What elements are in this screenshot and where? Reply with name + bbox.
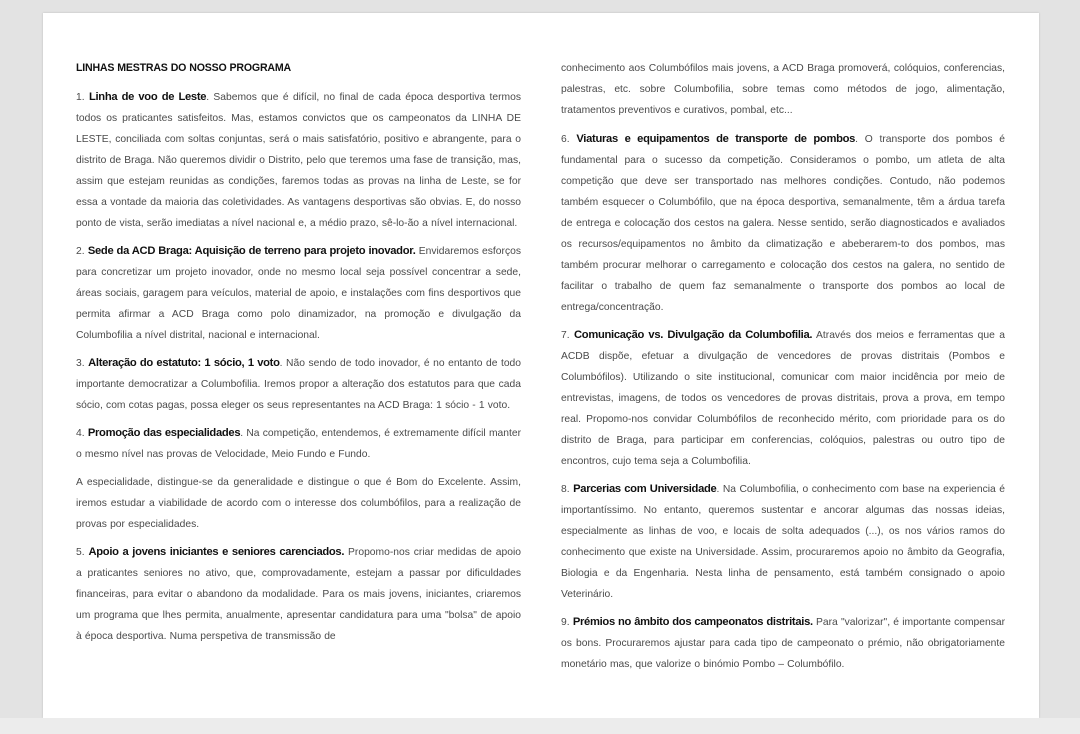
item-title: Prémios no âmbito dos campeonatos distritais. [572, 616, 813, 628]
item-number: 3. [76, 358, 85, 369]
item-number: 7. [561, 330, 570, 341]
item-title: Promoção das especialidades [87, 427, 241, 439]
document-heading: LINHAS MESTRAS DO NOSSO PROGRAMA [76, 62, 291, 74]
item-title: Linha de voo de Leste [88, 91, 207, 103]
item-body: . Na Columbofilia, o conhecimento com base na experiencia é importantíssimo. No entanto, queremos sustentar e ancorar algumas das nossas ideias, especialmente as linhas de voo, e locais de solta adequados (...), os nos vários ramos do conhecimento que existe na Universidade. Assim, procuraremos apoio no âmbito da Geografia, Biologia e da Engenharia. Nesta linha de pensamento, está também consignado o apoio Veterinário. [561, 484, 1005, 600]
item-number: 2. [76, 246, 85, 257]
item-body: A especialidade, distingue-se da generalidade e distingue o que é Bom do Excelente. Assim, iremos estudar a viabilidade de acordo com o interesse dos columbófilos, para a realização de provas por especialidades. [76, 477, 521, 530]
item-body: . Na competição, entendemos, é extremamente difícil manter o mesmo nível nas provas de Velocidade, Meio Fundo e Fundo. [76, 428, 521, 460]
program-item [561, 612, 1005, 675]
item-number: 1. [76, 92, 85, 103]
item-title: Sede da ACD Braga: Aquisição de terreno para projeto inovador. [87, 245, 416, 257]
program-item [76, 353, 521, 416]
item-body: . Sabemos que é difícil, no final de cada época desportiva termos todos os praticantes satisfeitos. Mas, estamos convictos que os campeonatos da LINHA DE LESTE, conciliada com soltas conjuntas, será o mais satisfatório, positivo e abrangente, para o distrito de Braga. Não queremos dividir o Distrito, pelo que teremos uma fase de transição, mas, assim que estejam reunidas as condições, faremos todas as provas na linha de Leste, se for essa a vontade da maioria das coletividades. As vantagens desportivas são obvias. E, do nosso ponto de vista, serão imediatas a nível nacional e, a médio prazo, sê-lo-ão a nível internacional. [76, 92, 521, 229]
item-number: 4. [76, 428, 85, 439]
item-body: . O transporte dos pombos é fundamental para o sucesso da competição. Consideramos o pombo, um atleta de alta competição que deve ser transportado nas melhores condições. Contudo, não podemos também esquecer o Columbófilo, que na época desportiva, semanalmente, têm a árdua tarefa de entrega e colocação dos cestos na galera. Nesse sentido, serão diagnosticados e avaliados os recursos/equipamentos no âmbito da climatização e abeberarem-to dos pombos, mas também procurar melhorar o carregamento e colocação dos cestos na galera, no sentido de facilitar o trabalho de quem faz semanalmente o transporte dos pombos ao local de entrega/concentração. [561, 134, 1005, 313]
program-item [76, 542, 521, 647]
item-title: Viaturas e equipamentos de transporte de pombos [576, 133, 856, 145]
item-number: 6. [561, 134, 570, 145]
viewer-bottom-band [0, 718, 1080, 734]
item-title: Comunicação vs. Divulgação da Columbofilia. [574, 329, 813, 341]
program-item [561, 479, 1005, 605]
program-item [76, 87, 521, 234]
item-title: Apoio a jovens iniciantes e seniores carenciados. [88, 546, 345, 558]
item-body: Através dos meios e ferramentas que a ACDB dispõe, efetuar a divulgação de vencedores de provas distritais (Pombos e Columbófilos). Utilizando o site institucional, comunicar com maior incidência por meio de entrevistas, imagens, de todos os vencedores de provas distritais, prova a prova, em tempo real. Propomo-nos convidar Columbófilos de reconhecido mérito, com prioridade para os do distrito de Braga, para participar em conferencias, colóquios, palestras ou outro tipo de encontros, cujo tema seja a Columbofilia. [561, 330, 1005, 467]
left-items [76, 87, 521, 647]
right-column [561, 13, 1005, 682]
item-body: . Não sendo de todo inovador, é no entanto de todo importante democratizar a Columbofilia. Iremos propor a alteração dos estatutos para que cada sócio, com cotas pagas, possa eleger os seus representantes na ACD Braga: 1 sócio - 1 voto. [76, 358, 521, 411]
left-column [76, 13, 521, 654]
item-body: Envidaremos esforços para concretizar um projeto inovador, onde no mesmo local seja possível concentrar a sede, áreas sociais, garagem para veículos, material de apoio, e instalações com fins desportivos que permita afirmar a ACD Braga como polo dinamizador, na promoção e divulgação da Columbofilia a nível distrital, nacional e internacional. [76, 246, 521, 341]
item-body: Propomo-nos criar medidas de apoio a praticantes seniores no ativo, que, comprovadamente, estejam a passar por dificuldades financeiras, para evitar o abandono da modalidade. Para os mais jovens, iniciantes, criaremos um programa que lhes permita, anualmente, apresentar candidatura para uma "bolsa" de apoio à época desportiva. Numa perspetiva de transmissão de [76, 547, 521, 642]
program-item [76, 423, 521, 465]
program-item [561, 325, 1005, 472]
item-number: 8. [561, 484, 570, 495]
document-page [43, 13, 1039, 718]
item-title: Parcerias com Universidade [573, 483, 717, 495]
item-number: 5. [76, 547, 85, 558]
program-item [76, 472, 521, 535]
item-body: Para "valorizar", é importante compensar os bons. Procuraremos ajustar para cada tipo de campeonato o prémio, não obrigatoriamente monetário mas, que valorize o binómio Pombo – Columbófilo. [561, 617, 1006, 670]
right-items [561, 129, 1005, 675]
item-title: Alteração do estatuto: 1 sócio, 1 voto [88, 357, 280, 369]
continuation-paragraph: conhecimento aos Columbófilos mais jovens, a ACD Braga promoverá, colóquios, conferencias, palestras, etc. sobre Columbofilia, sobre temas como métodos de jogo, alimentação, tratamentos preventivos e curativos, pombal, etc... [561, 63, 1005, 116]
program-item [76, 241, 521, 346]
program-item [561, 129, 1005, 318]
item-number: 9. [561, 617, 570, 628]
